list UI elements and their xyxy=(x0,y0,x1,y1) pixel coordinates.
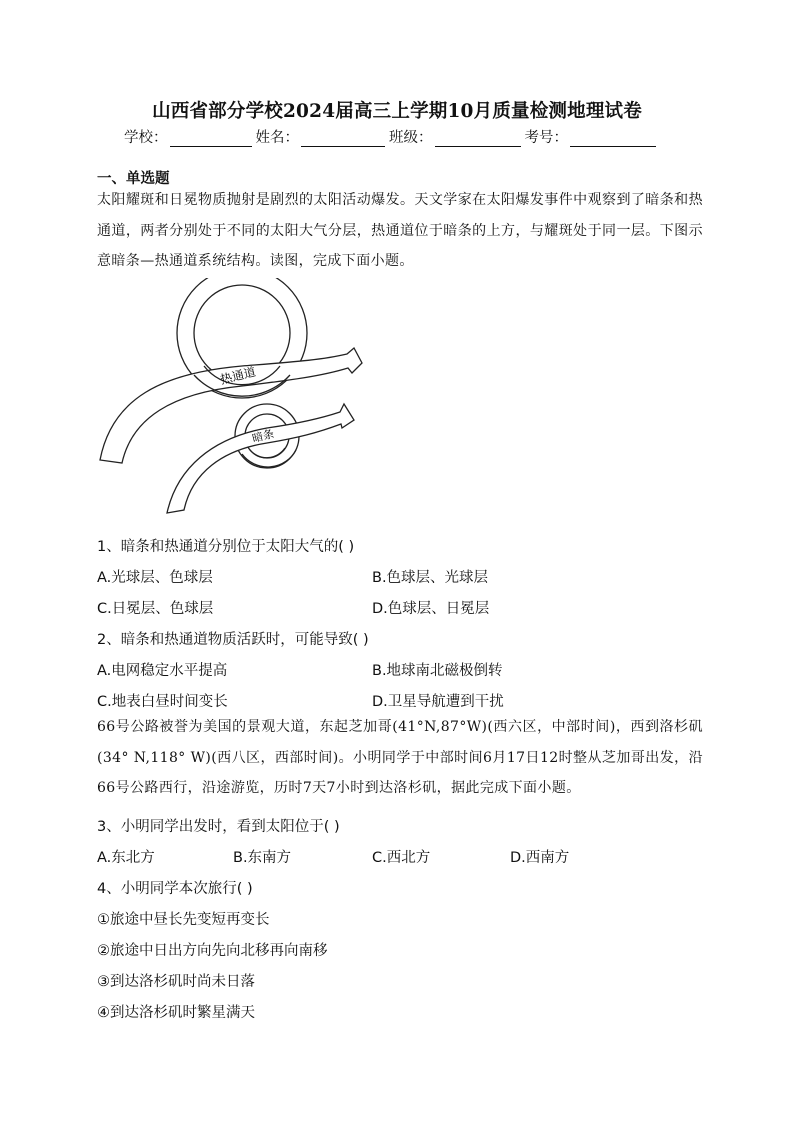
q2-stem: 2、暗条和热通道物质活跃时，可能导致( ) xyxy=(97,632,369,648)
exam-title: 山西省部分学校2024届高三上学期10月质量检测地理试卷 xyxy=(152,101,642,122)
q1-stem: 1、暗条和热通道分别位于太阳大气的( ) xyxy=(97,539,355,555)
q4-stem: 4、小明同学本次旅行( ) xyxy=(97,881,253,897)
q3-option-c[interactable]: C.西北方 xyxy=(372,850,431,866)
q3-option-b[interactable]: B.东南方 xyxy=(233,850,292,866)
filament-band xyxy=(167,404,354,513)
q4-item-4: ④到达洛杉矶时繁星满天 xyxy=(97,1005,255,1021)
section-heading: 一、单选题 xyxy=(97,171,170,187)
q2-option-b[interactable]: B.地球南北磁极倒转 xyxy=(372,663,503,679)
q1-option-d[interactable]: D.色球层、日冕层 xyxy=(372,601,490,617)
exam-no-label: 考号： xyxy=(524,130,568,146)
q4-item-3: ③到达洛杉矶时尚未日落 xyxy=(97,974,255,990)
class-label: 班级： xyxy=(389,130,433,146)
exam-no-blank[interactable] xyxy=(570,130,656,147)
passage-2: 66号公路被誉为美国的景观大道，东起芝加哥(41°N,87°W)(西六区，中部时间)，西到洛杉矶(34° N,118° W)(西八区，西部时间)。小明同学于中部时间6月17日12时整从芝加哥出发，沿66号公路西行，沿途游览，历时7天7小时到达洛杉矶，据此完成下面小题。 xyxy=(97,719,703,796)
school-blank[interactable] xyxy=(170,130,252,147)
q4-item-2: ②旅途中日出方向先向北移再向南移 xyxy=(97,943,328,959)
q1-option-c[interactable]: C.日冕层、色球层 xyxy=(97,601,214,617)
passage-1: 太阳耀斑和日冕物质抛射是剧烈的太阳活动爆发。天文学家在太阳爆发事件中观察到了暗条和热通道，两者分别处于不同的太阳大气分层，热通道位于暗条的上方，与耀斑处于同一层。下图示意暗条—热通道系统结构。读图，完成下面小题。 xyxy=(97,192,703,269)
school-label: 学校： xyxy=(124,130,168,146)
name-label: 姓名： xyxy=(255,130,299,146)
q2-option-a[interactable]: A.电网稳定水平提高 xyxy=(97,663,228,679)
q3-stem: 3、小明同学出发时，看到太阳位于( ) xyxy=(97,819,340,835)
q1-option-b[interactable]: B.色球层、光球层 xyxy=(372,570,489,586)
q3-option-d[interactable]: D.西南方 xyxy=(510,850,570,866)
student-info-line xyxy=(124,126,660,147)
q3-option-a[interactable]: A.东北方 xyxy=(97,850,155,866)
q2-option-d[interactable]: D.卫星导航遭到干扰 xyxy=(372,694,504,710)
hot-channel-label: 热通道 xyxy=(218,364,258,387)
class-blank[interactable] xyxy=(435,130,521,147)
filament-hot-channel-diagram xyxy=(92,278,392,526)
q1-option-a[interactable]: A.光球层、色球层 xyxy=(97,570,213,586)
filament-label: 暗条 xyxy=(250,427,276,446)
q4-item-1: ①旅途中昼长先变短再变长 xyxy=(97,912,270,928)
name-blank[interactable] xyxy=(301,130,385,147)
q2-option-c[interactable]: C.地表白昼时间变长 xyxy=(97,694,228,710)
